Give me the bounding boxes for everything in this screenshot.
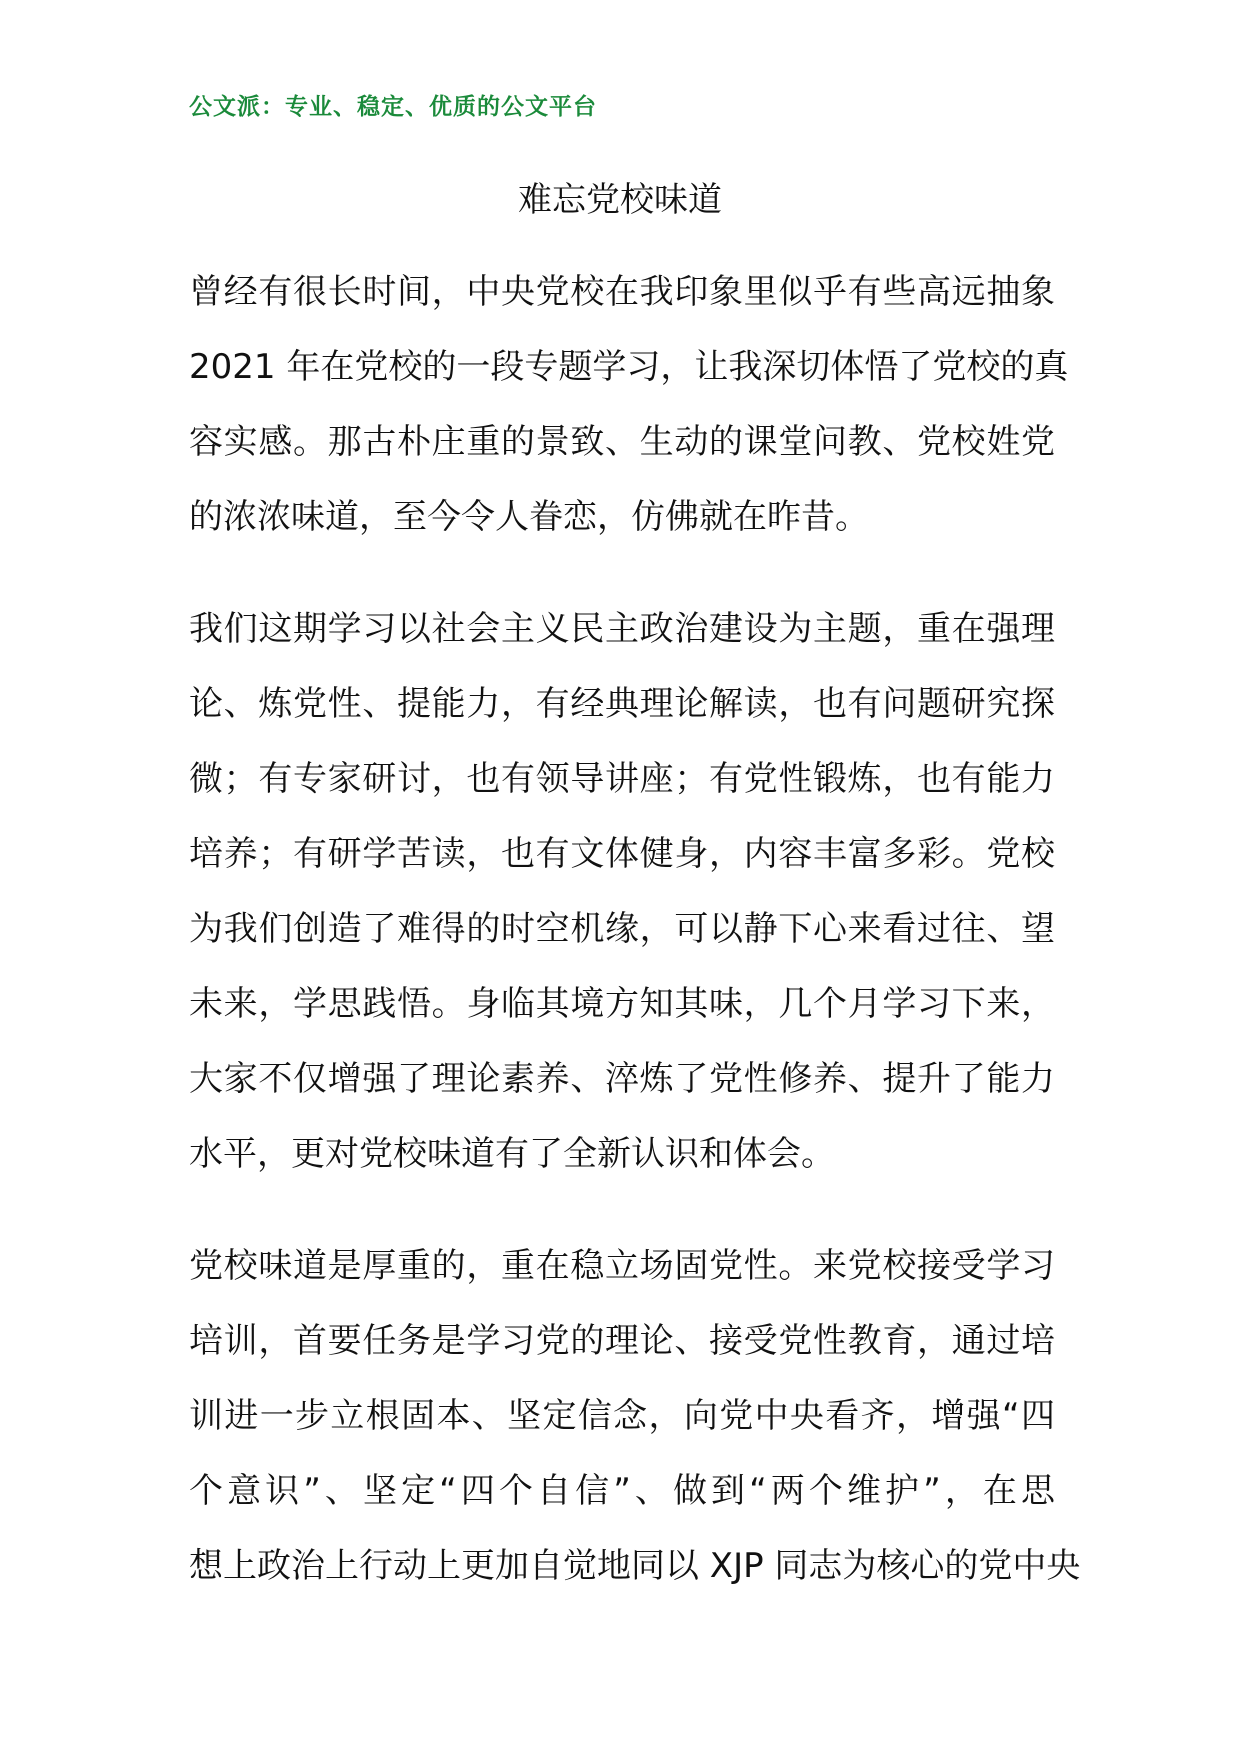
text-line: 容实感。那古朴庄重的景致、生动的课堂问教、党校姓党 — [189, 422, 1055, 462]
document-body — [189, 262, 1081, 1648]
paragraph-3 — [189, 1236, 1081, 1611]
paragraph-1 — [189, 262, 1069, 562]
text-line: 论、炼党性、提能力，有经典理论解读，也有问题研究探 — [189, 684, 1055, 724]
text-line: 2021 年在党校的一段专题学习，让我深切体悟了党校的真 — [189, 347, 1069, 387]
text-line: 培训，首要任务是学习党的理论、接受党性教育，通过培 — [189, 1321, 1055, 1361]
text-line: 微；有专家研讨，也有领导讲座；有党性锻炼，也有能力 — [189, 759, 1055, 799]
text-line: 为我们创造了难得的时空机缘，可以静下心来看过往、望 — [189, 909, 1055, 949]
text-line: 我们这期学习以社会主义民主政治建设为主题，重在强理 — [189, 609, 1055, 649]
document-title: 难忘党校味道 — [518, 180, 722, 220]
text-line: 党校味道是厚重的，重在稳立场固党性。来党校接受学习 — [189, 1246, 1055, 1286]
text-line: 曾经有很长时间，中央党校在我印象里似乎有些高远抽象 — [189, 272, 1055, 312]
text-line: 的浓浓味道，至今令人眷恋，仿佛就在昨昔。 — [189, 497, 869, 537]
header-banner: 公文派：专业、稳定、优质的公文平台 — [189, 94, 597, 120]
text-line: 水平，更对党校味道有了全新认识和体会。 — [189, 1134, 835, 1174]
text-line: 个意识”、坚定“四个自信”、做到“两个维护”，在思 — [189, 1471, 1055, 1511]
text-line: 大家不仅增强了理论素养、淬炼了党性修养、提升了能力 — [189, 1059, 1055, 1099]
text-line: 未来，学思践悟。身临其境方知其味，几个月学习下来， — [189, 984, 1055, 1024]
text-line: 训进一步立根固本、坚定信念，向党中央看齐，增强“四 — [189, 1396, 1055, 1436]
text-line: 想上政治上行动上更加自觉地同以 XJP 同志为核心的党中央 — [189, 1546, 1081, 1586]
text-line: 培养；有研学苦读，也有文体健身，内容丰富多彩。党校 — [189, 834, 1055, 874]
paragraph-2 — [189, 599, 1055, 1199]
